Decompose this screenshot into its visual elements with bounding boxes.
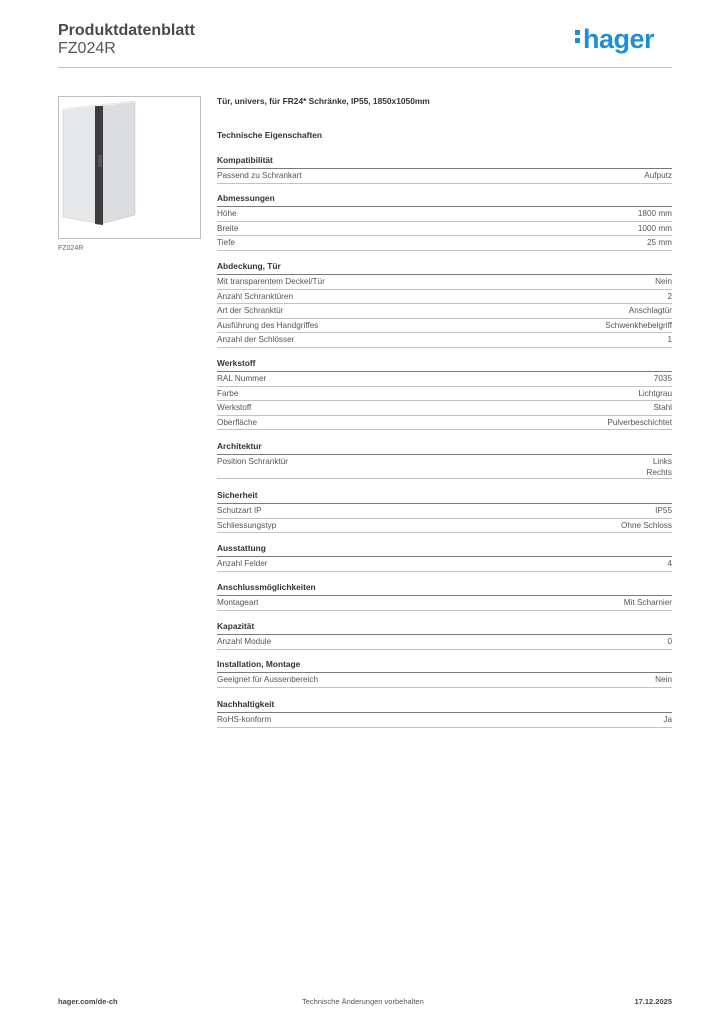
spec-label: Anzahl Felder <box>217 559 268 568</box>
document-title: Produktdatenblatt <box>58 22 195 39</box>
hager-logo <box>575 20 654 55</box>
logo-text: hager <box>582 24 654 54</box>
spec-value: Pulverbeschichtet <box>607 417 672 427</box>
spec-value: 1 <box>667 335 672 344</box>
spec-label: Art der Schranktür <box>217 306 284 315</box>
spec-label: Position Schranktür <box>217 457 288 466</box>
section-title: Abmessungen <box>217 193 672 207</box>
spec-value: Stahl <box>653 403 672 412</box>
spec-value: Ja <box>663 715 672 724</box>
spec-value: Lichtgrau <box>638 388 672 398</box>
spec-label: Breite <box>217 223 239 233</box>
spec-row <box>217 455 672 479</box>
spec-value: IP55 <box>655 506 672 515</box>
section-title: Sicherheit <box>217 490 672 504</box>
spec-row <box>217 557 672 572</box>
spec-row <box>217 333 672 348</box>
spec-row <box>217 635 672 650</box>
section-title: Kapazität <box>217 621 672 635</box>
spec-label: Ausführung des Handgriffes <box>217 320 319 330</box>
spec-row <box>217 207 672 222</box>
spec-label: Farbe <box>217 388 239 398</box>
section-title: Kompatibilität <box>217 155 672 169</box>
spec-row <box>217 372 672 387</box>
section-title: Anschlussmöglichkeiten <box>217 582 672 596</box>
spec-row <box>217 304 672 319</box>
section-title: Nachhaltigkeit <box>217 699 672 713</box>
footer-notice: Technische Änderungen vorbehalten <box>302 997 424 1006</box>
spec-value-line: Rechts <box>646 467 672 477</box>
spec-value: Anschlagtür <box>628 306 672 315</box>
footer-date: 17.12.2025 <box>634 997 672 1006</box>
spec-value: 0 <box>667 637 672 646</box>
page-header <box>58 20 672 68</box>
spec-row <box>217 519 672 534</box>
spec-row <box>217 673 672 688</box>
section-title: Installation, Montage <box>217 659 672 673</box>
spec-row <box>217 290 672 305</box>
section-title: Architektur <box>217 441 672 455</box>
spec-row <box>217 596 672 611</box>
product-description: Tür, univers, für FR24* Schränke, IP55, 1850x1050mm <box>217 96 430 106</box>
spec-row <box>217 236 672 251</box>
spec-row <box>217 275 672 290</box>
spec-label: Mit transparentem Deckel/Tür <box>217 277 325 286</box>
spec-value: Nein <box>655 675 672 684</box>
spec-value: Schwenkhebelgriff <box>605 320 672 330</box>
spec-label: Anzahl Schranktüren <box>217 291 294 301</box>
spec-value <box>647 457 672 478</box>
technical-properties-heading: Technische Eigenschaften <box>217 130 323 140</box>
spec-row <box>217 222 672 237</box>
spec-row <box>217 401 672 416</box>
spec-label: Werkstoff <box>217 403 252 412</box>
spec-value: Nein <box>655 277 672 286</box>
spec-value: Mit Scharnier <box>623 598 672 607</box>
spec-row <box>217 169 672 184</box>
spec-value-line: Links <box>652 457 672 466</box>
section-title: Werkstoff <box>217 358 672 372</box>
spec-label: RoHS-konform <box>217 715 272 724</box>
spec-row <box>217 319 672 334</box>
spec-label: Schutzart IP <box>217 506 262 515</box>
spec-label: Passend zu Schrankart <box>217 171 302 180</box>
spec-value: 1000 mm <box>637 223 672 233</box>
section-title: Ausstattung <box>217 543 672 557</box>
spec-label: Geeignet für Aussenbereich <box>217 675 319 684</box>
section-title: Abdeckung, Tür <box>217 261 672 275</box>
cabinet-door-icon <box>59 97 200 238</box>
logo-dots-icon <box>575 20 581 48</box>
spec-label: Oberfläche <box>217 417 258 427</box>
spec-label: Anzahl Module <box>217 637 272 646</box>
spec-row <box>217 387 672 402</box>
spec-label: Tiefe <box>217 238 235 247</box>
spec-value: 25 mm <box>646 238 672 247</box>
spec-row <box>217 713 672 728</box>
spec-label: RAL Nummer <box>217 374 267 383</box>
footer-website: hager.com/de-ch <box>58 997 118 1006</box>
spec-label: Montageart <box>217 598 259 607</box>
spec-row <box>217 504 672 519</box>
spec-value: Ohne Schloss <box>621 520 672 530</box>
spec-label: Anzahl der Schlösser <box>217 335 295 344</box>
spec-value: 7035 <box>653 374 672 383</box>
spec-row <box>217 416 672 431</box>
spec-value: 2 <box>667 291 672 301</box>
spec-value: 4 <box>667 559 672 568</box>
spec-label: Schliessungstyp <box>217 520 277 530</box>
product-image <box>58 96 201 239</box>
product-code: FZ024R <box>58 40 116 57</box>
spec-value: Aufputz <box>644 171 672 180</box>
image-caption: FZ024R <box>58 245 84 252</box>
spec-value: 1800 mm <box>637 209 672 218</box>
spec-label: Höhe <box>217 209 237 218</box>
